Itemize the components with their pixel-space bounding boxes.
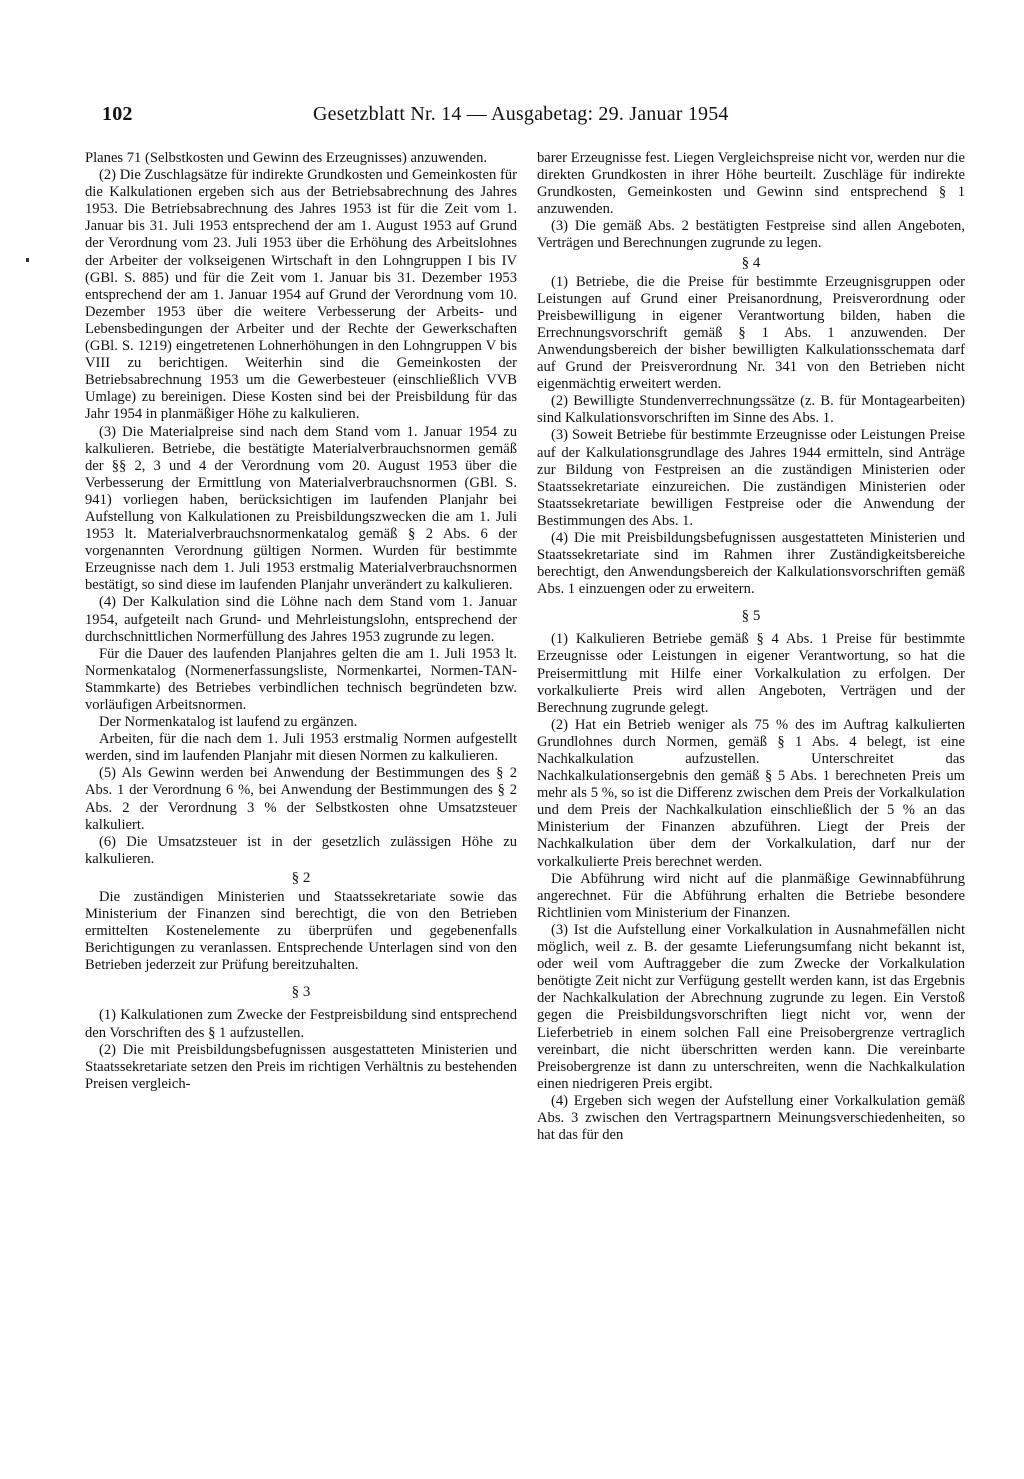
right-column xyxy=(537,150,965,1144)
paragraph: Die zuständigen Ministerien und Staatssekretariate sowie das Ministerium der Finanzen sind berechtigt, die von den Betrieben ermittelten Kostenelemente zu überprüfen und gegebenenfalls Berichtigungen zu veranlassen. Entsprechende Unterlagen sind von den Betrieben jederzeit zur Prüfung bereitzuhalten. xyxy=(85,888,517,974)
paragraph: (5) Als Gewinn werden bei Anwendung der Bestimmungen des § 2 Abs. 1 der Verordnung 6 %, bei Anwendung der Bestimmungen des § 2 Abs. 2 der Verordnung 3 % der Selbstkosten ohne Umsatzsteuer kalkuliert. xyxy=(85,765,517,833)
paragraph: (4) Der Kalkulation sind die Löhne nach dem Stand vom 1. Januar 1954, aufgeteilt nach Grund- und Mehrleistungslohn, entsprechend der durchschnittlichen Normerfüllung des Jahres 1953 zugrunde zu legen. xyxy=(85,594,517,645)
paragraph: (1) Betriebe, die die Preise für bestimmte Erzeugnisgruppen oder Leistungen auf Grund einer Preisanordnung, Preisverordnung oder Preisbewilligung in eigener Verantwortung bilden, haben die Errechnungsvorschrift gemäß § 1 Abs. 1 anzuwenden. Der Anwendungsbereich der bisher bewilligten Kalkulationsschemata darf auf Grund der Preisverordnung Nr. 341 von den Betrieben nicht eigenmächtig erweitert werden. xyxy=(537,273,965,393)
paragraph: Planes 71 (Selbstkosten und Gewinn des Erzeugnisses) anzuwenden. xyxy=(85,150,488,166)
page-header xyxy=(102,103,782,133)
paragraph: (1) Kalkulationen zum Zwecke der Festpreisbildung sind entsprechend den Vorschriften des § 1 aufzustellen. xyxy=(85,1007,517,1041)
paragraph: (3) Ist die Aufstellung einer Vorkalkulation in Ausnahmefällen nicht möglich, weil z. B. der gesamte Lieferungsumfang nicht bekannt ist, oder weil vom Auftraggeber die zum Zwecke der Vorkalkulation benötigte Zeit nicht zur Verfügung gestellt werden kann, ist das Ergebnis der Nachkalkulation der Abrechnung zugrunde zu legen. Ein Verstoß gegen die Preisbildungsvorschriften liegt nicht vor, wenn der Lieferbetrieb in einem solchen Fall eine Preisobergrenze vertraglich vereinbart, die nicht überschritten werden kann. Die vereinbarte Preisobergrenze ist dann zu unterschreiten, wenn die Nachkalkulation einen niedrigeren Preis ergibt. xyxy=(537,921,965,1092)
section-heading: § 5 xyxy=(741,608,761,625)
paragraph: (1) Kalkulieren Betriebe gemäß § 4 Abs. 1 Preise für bestimmte Erzeugnisse oder Leistungen in eigener Verantwortung, so hat die Preisermittlung mit Hilfe einer Vorkalkulation zu erfolgen. Der vorkalkulierte Preis wird allen Angeboten, Verträgen und der Berechnung zugrunde gelegt. xyxy=(537,631,965,716)
paragraph: (2) Die mit Preisbildungsbefugnissen ausgestatteten Ministerien und Staatssekretariate setzen den Preis im richtigen Verhältnis zu bestehenden Preisen vergleich- xyxy=(85,1041,517,1092)
paragraph: Die Abführung wird nicht auf die planmäßige Gewinnabführung angerechnet. Für die Abführung erhalten die Betriebe besondere Richtlinien vom Ministerium der Finanzen. xyxy=(537,870,965,921)
left-column xyxy=(85,150,517,1093)
section-heading: § 3 xyxy=(291,984,311,1001)
paragraph: (3) Die Materialpreise sind nach dem Stand vom 1. Januar 1954 zu kalkulieren. Betriebe, die bestätigte Materialverbrauchsnormen gemäß der §§ 2, 3 und 4 der Verordnung vom 20. August 1953 über die Verbesserung der Ermittlung von Materialverbrauchsnormen (GBl. S. 941) vorliegen haben, berücksichtigen im laufenden Planjahr bei Aufstellung von Kalkulationen zu Preisbildungszwecken die am 1. Juli 1953 lt. Materialverbrauchsnormenkatalog gemäß § 2 Abs. 6 der vorgenannten Verordnung gültigen Normen. Wurden für bestimmte Erzeugnisse nach dem 1. Juli 1953 erstmalig Materialverbrauchsnormen bestätigt, so sind diese im laufenden Planjahr unverändert zu kalkulieren. xyxy=(85,423,517,594)
paragraph: Für die Dauer des laufenden Planjahres gelten die am 1. Juli 1953 lt. Normenkatalog (Normenerfassungsliste, Normenkartei, Normen-TAN-Stammkarte) des Betriebes verbindlichen technisch begründeten bzw. vorläufigen Arbeitsnormen. xyxy=(85,645,517,713)
paragraph: (3) Soweit Betriebe für bestimmte Erzeugnisse oder Leistungen Preise auf der Kalkulationsgrundlage des Jahres 1944 ermitteln, sind Anträge zur Bildung von Festpreisen an die zuständigen Ministerien oder Staatssekretariate einzureichen. Die zuständigen Ministerien oder Staatssekretariate bewilligen Festpreise oder die Anwendung der Bestimmungen des Abs. 1. xyxy=(537,427,965,529)
paragraph: (4) Ergeben sich wegen der Aufstellung einer Vorkalkulation gemäß Abs. 3 zwischen den Vertragspartnern Meinungsverschiedenheiten, so hat das für den xyxy=(537,1092,965,1144)
paragraph: barer Erzeugnisse fest. Liegen Vergleichspreise nicht vor, werden nur die direkten Grundkosten in ihrer Höhe beurteilt. Zuschläge für indirekte Grundkosten, Gemeinkosten und Gewinn sind entsprechend § 1 anzuwenden. xyxy=(537,150,965,218)
running-title: Gesetzblatt Nr. 14 — Ausgabetag: 29. Januar 1954 xyxy=(313,103,729,125)
page-number: 102 xyxy=(102,103,133,125)
paragraph: Der Normenkatalog ist laufend zu ergänzen. xyxy=(99,714,358,731)
section-heading: § 4 xyxy=(741,254,761,271)
paragraph: (2) Hat ein Betrieb weniger als 75 % des im Auftrag kalkulierten Grundlohnes durch Normen, gemäß § 1 Abs. 4 belegt, ist eine Nachkalkulation aufzustellen. Unterschreitet das Nachkalkulationsergebnis den gemäß § 5 Abs. 1 berechneten Preis um mehr als 5 %, so ist die Differenz zwischen dem Preis der Vorkalkulation und dem Preis der Nachkalkulation einschließlich der 5 % an das Ministerium der Finanzen abzuführen. Liegt der Preis der Nachkalkulation über dem der Vorkalkulation, darf nur der vorkalkulierte Preis berechnet werden. xyxy=(537,716,965,870)
paragraph: (3) Die gemäß Abs. 2 bestätigten Festpreise sind allen Angeboten, Verträgen und Berechnungen zugrunde zu legen. xyxy=(537,218,965,252)
paragraph: Arbeiten, für die nach dem 1. Juli 1953 erstmalig Normen aufgestellt werden, sind im laufenden Planjahr mit diesen Normen zu kalkulieren. xyxy=(85,731,517,765)
paragraph: (6) Die Umsatzsteuer ist in der gesetzlich zulässigen Höhe zu kalkulieren. xyxy=(85,833,517,867)
paragraph: (2) Die Zuschlagsätze für indirekte Grundkosten und Gemeinkosten für die Kalkulationen ergeben sich aus der Betriebsabrechnung des Jahres 1953. Die Betriebsabrechnung des Jahres 1953 ist für die Zeit vom 1. Januar bis 31. Juli 1953 entsprechend der am 1. August 1953 auf Grund der Verordnung vom 23. Juli 1953 über die Erhöhung des Arbeitslohnes der Arbeiter der volkseigenen Wirtschaft in den Lohngruppen I bis IV (GBl. S. 885) und für die Zeit vom 1. Januar bis 31. Dezember 1953 entsprechend der am 1. Januar 1954 auf Grund der Verordnung vom 10. Dezember 1953 über die weitere Verbesserung der Arbeits- und Lebensbedingungen der Arbeiter und der Rechte der Gewerkschaften (GBl. S. 1219) eingetretenen Lohnerhöhungen in den Lohngruppen V bis VIII zu berichtigen. Weiterhin sind die Gemeinkosten der Betriebsabrechnung 1953 um die Gewerbesteuer (einschließlich VVB Umlage) zu bereinigen. Diese Kosten sind bei der Preisbildung für das Jahr 1954 in planmäßiger Höhe zu kalkulieren. xyxy=(85,167,517,423)
margin-mark xyxy=(26,258,29,262)
paragraph: (2) Bewilligte Stundenverrechnungssätze (z. B. für Montagearbeiten) sind Kalkulationsvorschriften im Sinne des Abs. 1. xyxy=(537,393,965,427)
paragraph: (4) Die mit Preisbildungsbefugnissen ausgestatteten Ministerien und Staatssekretariate sind im Rahmen ihrer Zuständigkeitsbereiche berechtigt, den Anwendungsbereich der Kalkulationsvorschriften gemäß Abs. 1 einzuengen oder zu erweitern. xyxy=(537,529,965,598)
section-heading: § 2 xyxy=(291,869,311,886)
